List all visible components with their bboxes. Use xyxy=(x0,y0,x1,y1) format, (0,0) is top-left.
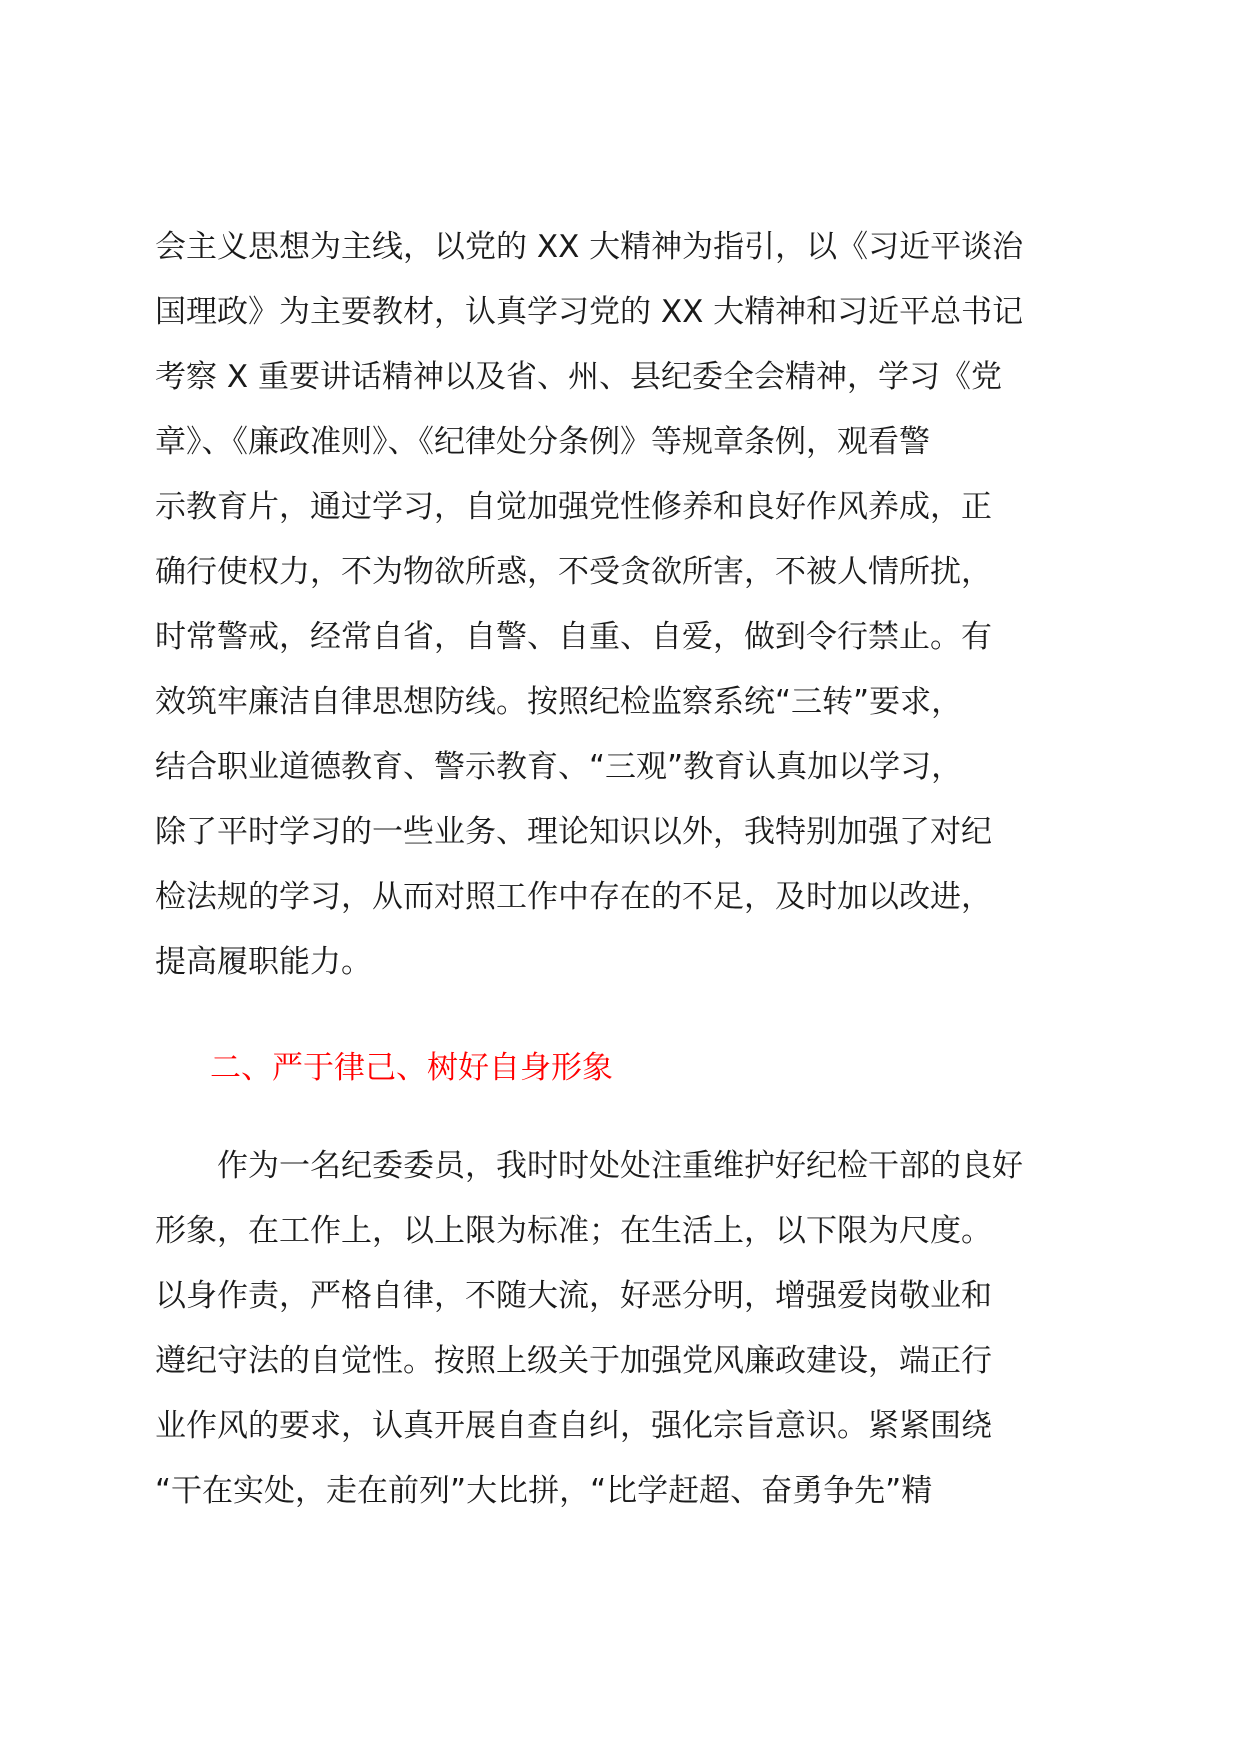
paragraph-line: 考察 X 重要讲话精神以及省、州、县纪委全会精神，学习《党 xyxy=(155,359,1002,395)
paragraph-line: 以身作责，严格自律，不随大流，好恶分明，增强爱岗敬业和 xyxy=(155,1278,992,1314)
section-heading: 二、严于律己、树好自身形象 xyxy=(210,1050,613,1086)
paragraph-line: 确行使权力，不为物欲所惑，不受贪欲所害，不被人情所扰， xyxy=(155,554,992,590)
paragraph-line: 时常警戒，经常自省，自警、自重、自爱，做到令行禁止。有 xyxy=(155,619,992,655)
paragraph-line: 国理政》为主要教材，认真学习党的 XX 大精神和习近平总书记 xyxy=(155,294,1024,330)
body-paragraph-2 xyxy=(155,1134,1095,1524)
paragraph-line: 检法规的学习，从而对照工作中存在的不足，及时加以改进， xyxy=(155,879,992,915)
paragraph-line: 除了平时学习的一些业务、理论知识以外，我特别加强了对纪 xyxy=(155,814,992,850)
paragraph-line: 业作风的要求，认真开展自查自纠，强化宗旨意识。紧紧围绕 xyxy=(155,1408,992,1444)
body-paragraph-1 xyxy=(155,215,1095,995)
paragraph-line: 提高履职能力。 xyxy=(155,944,372,980)
paragraph-line: 示教育片，通过学习，自觉加强党性修养和良好作风养成，正 xyxy=(155,489,992,525)
paragraph-line: 形象，在工作上，以上限为标准；在生活上，以下限为尺度。 xyxy=(155,1213,992,1249)
paragraph-line: 会主义思想为主线，以党的 XX 大精神为指引，以《习近平谈治 xyxy=(155,229,1024,265)
paragraph-line: 章》、《廉政准则》、《纪律处分条例》等规章条例，观看警 xyxy=(155,424,930,460)
paragraph-line: 遵纪守法的自觉性。按照上级关于加强党风廉政建设，端正行 xyxy=(155,1343,992,1379)
paragraph-line: “干在实处，走在前列”大比拼，“比学赶超、奋勇争先”精 xyxy=(155,1473,933,1509)
paragraph-line: 作为一名纪委委员，我时时处处注重维护好纪检干部的良好 xyxy=(155,1148,1023,1184)
paragraph-line: 结合职业道德教育、警示教育、“三观”教育认真加以学习， xyxy=(155,749,963,785)
paragraph-line: 效筑牢廉洁自律思想防线。按照纪检监察系统“三转”要求， xyxy=(155,684,963,720)
